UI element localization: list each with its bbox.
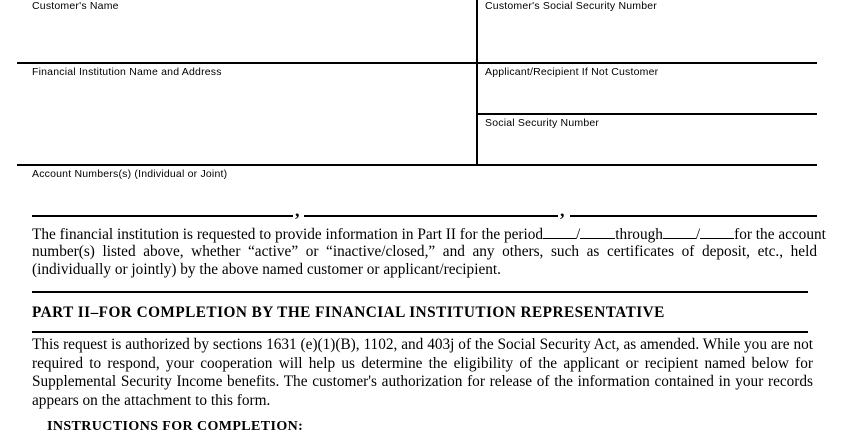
period-continuation: number(s) listed above, whether “active” or “inactive/closed,” and any others, such as certificates of deposit, etc., held (individually or jointly) by the above named customer or applicant/recipient. <box>32 242 817 278</box>
slash-1: / <box>576 226 581 243</box>
comma-1: , <box>295 200 300 220</box>
slash-2: / <box>695 226 701 243</box>
comma-2: , <box>560 200 565 220</box>
account-numbers-label: Account Numbers(s) (Individual or Joint) <box>32 168 228 180</box>
applicant-field[interactable] <box>482 82 816 112</box>
to-year-blank[interactable] <box>700 224 734 239</box>
part2-rule-top <box>32 291 808 293</box>
part2-rule-bottom <box>32 331 808 333</box>
row-divider-1 <box>17 62 817 64</box>
period-line <box>32 224 826 245</box>
account-number-field-2[interactable] <box>304 194 562 216</box>
customer-name-label: Customer's Name <box>32 0 119 12</box>
part2-body: This request is authorized by sections 1631 (e)(1)(B), 1102, and 403j of the Social Security Act, as amended. While you are not required to respond, your cooperation will help us determine the eligibility of the applicant or recipient named below for Supplemental Security Income benefits. The customer's authorization for release of the information contained in your records appears on the attachment to this form. <box>32 336 813 409</box>
from-month-blank[interactable] <box>543 224 576 239</box>
applicant-label: Applicant/Recipient If Not Customer <box>485 66 659 78</box>
to-month-blank[interactable] <box>663 224 696 239</box>
applicant-ssn-field[interactable] <box>482 133 816 163</box>
account-number-field-1[interactable] <box>32 194 297 216</box>
instructions-heading: INSTRUCTIONS FOR COMPLETION: <box>47 419 304 434</box>
customer-ssn-field[interactable] <box>482 16 816 60</box>
institution-name-label: Financial Institution Name and Address <box>32 66 222 78</box>
period-text-2: for the account <box>734 226 826 243</box>
vertical-divider <box>476 0 478 166</box>
institution-name-address-field[interactable] <box>20 82 474 164</box>
customer-ssn-label: Customer's Social Security Number <box>485 0 657 12</box>
account-number-field-3[interactable] <box>570 194 821 216</box>
right-row-divider <box>477 113 817 115</box>
from-year-blank[interactable] <box>580 224 615 239</box>
customer-name-field[interactable] <box>20 16 474 60</box>
through-text: through <box>615 226 663 243</box>
part2-heading: PART II–FOR COMPLETION BY THE FINANCIAL INSTITUTION REPRESENTATIVE <box>32 304 665 321</box>
applicant-ssn-label: Social Security Number <box>485 117 600 129</box>
row-divider-2 <box>17 164 817 166</box>
period-text-1: The financial institution is requested to provide information in Part II for the period <box>32 226 544 243</box>
